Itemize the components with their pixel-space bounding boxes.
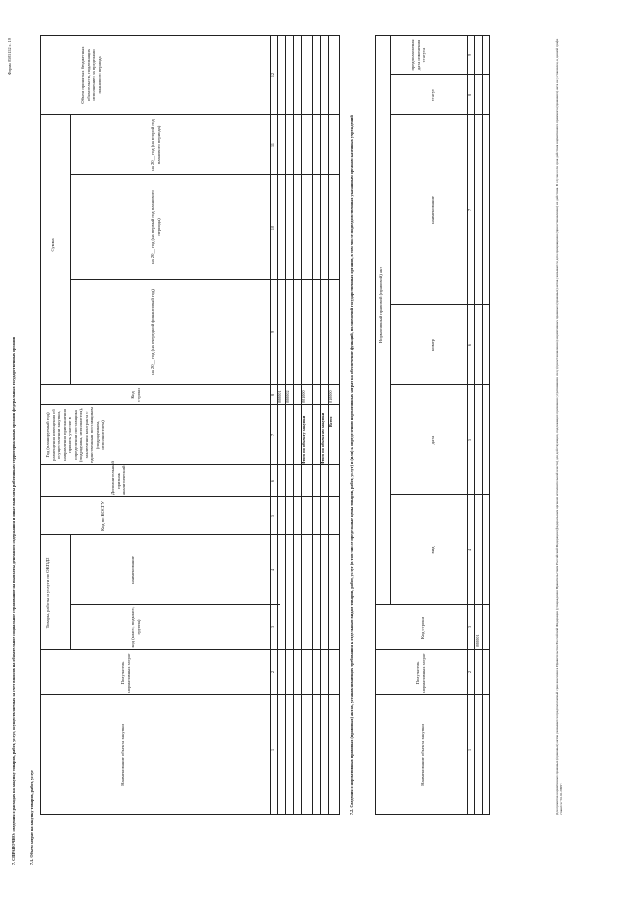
document-page: Форма 0505152 с. 19 7. СПРАВОЧНО: сведения о расходах на закупку товаров, работ, услуг, осуществляемых за счет взносов на обязательное социальное страхование на выплаты денежного содержания и иные выплаты работникам территориальных органов федеральных государственных органов 7.1. Объем затрат на закупку товаров, работ, услуг Наименование объекта закупки Получатель нормативных затрат Товары, работы и услуги по ОКПД2 код (класс, подкласс, группа) наименование Код по КОСГУ Дополнительный признак аналитический Год (планируемый год) размещения извещения об осуществлении закупки, направления приглашения принять участие в определении поставщика (подрядчика, исполнителя), заключения контракта с единственным поставщиком (подрядчиком, исполнителем) Код строки Сумма на 20__ год (на очередной финансовый год) на 20__ год (на первый год планового периода) на 20__ год (на второй год планового периода) Объем принятых бюджетных обязательств, подлежащих исполнению за пределами планового периода 1 2 3 4 5 6 7 8 9 10 11 12 000001 000002 001000 010000 Итого по объекту закупки Итого по объектам закупки Всего 7.2. Сведения о нормативных правовых (правовых) актах, устанавливающих требования к отдельным видам товаров, работ, услуг (в том числе предельные цены товаров, работ, услуг) и (или) к определению нормативных затрат на обеспечение функций, полномочий государственных органов, в том числе подведомственных указанным органам казенных учреждений Наименование объекта закупки Получатель нормативных затрат Код строки Нормативный правовой (правовой) акт вид дата номер наименование статус предполагаемая дата изменения статуса 1 2 3 4 5 6 7 8 9 000001 Для проектов нормативных правовых (правовых) актов указывается предполагаемый срок внесения в Правительство Российской Федерации (утверждения Правительством Российской Федерации (федеральным органом исполнительной власти) для действующих, подлежащих признанию утратившими силу (приостановлению) нормативных правовых (правовых) актов указывается дата прекращения (приостановления) их действия. В случае если срок действия нормативного правового (правового) акта не установлен, в данной графе ставится "01.01.2099". (0, 0, 640, 905)
col-kosgu: Код по КОСГУ (100, 501, 105, 531)
code-000001: 000001 (277, 390, 282, 403)
footnote: Для проектов нормативных правовых (правовых) актов указывается предполагаемый срок внесения в Правительство Российской Федерации (утверждения Правительством Российской Федерации (федеральным органом исполнительной власти) для действующих, подлежащих признанию утратившими силу (приостановлению) нормативных правовых (правовых) актов указывается дата прекращения (приостановления) их действия. В случае если срок действия нормативного правового (правового) акта не установлен, в данной графе ставится "01.01.2099". (555, 38, 564, 815)
col-beyond: Объем принятых бюджетных обязательств, подлежащих исполнению за пределами планового периода (80, 46, 102, 104)
section72-heading: 7.2. Сведения о нормативных правовых (правовых) актах, устанавливающих требования к отдельным видам товаров, работ, услуг (в том числе предельные цены товаров, работ, услуг) и (или) к определению нормативных затрат на обеспечение функций, полномочий государственных органов, в том числе подведомственных указанным органам казенных учреждений (349, 115, 354, 815)
t72-col-object-name: Наименование объекта закупки (420, 724, 425, 786)
code-000002: 000002 (285, 390, 290, 403)
col-year3: на 20__ год (на второй год планового периода) (150, 119, 161, 171)
vsego: Всего (328, 416, 333, 427)
t72-col-date: дата (430, 435, 435, 445)
t72-col-type: вид (430, 546, 435, 554)
t72-col-status-date: предполагаемая дата изменения статуса (410, 39, 426, 71)
t72-col-status: статус (430, 88, 435, 102)
t72-col-line-code: Код строки (420, 617, 425, 639)
col-year2: на 20__ год (на первый год планового периода) (150, 190, 161, 264)
itogo-object: Итого по объекту закупки (301, 415, 306, 465)
col-year1: на 20__ год (на очередной финансовый год) (150, 289, 155, 375)
section7-heading: 7. СПРАВОЧНО: сведения о расходах на закупку товаров, работ, услуг, осуществляемых за счет взносов на обязательное социальное страхование на выплаты денежного содержания и иные выплаты работникам территориальных органов федеральных государственных органов (11, 336, 16, 865)
col-okpd2: Товары, работы и услуги по ОКПД2 (45, 557, 50, 629)
form-label: Форма 0505152 с. 19 (7, 38, 12, 75)
t72-col-number: номер (430, 339, 435, 351)
itogo-objects: Итого по объектам закупки (320, 412, 325, 465)
t72-col-recipient: Получатель нормативных затрат (415, 653, 426, 693)
section7-subheading: 7.1. Объем затрат на закупку товаров, работ, услуг (29, 769, 34, 865)
t72-code-000001: 000001 (475, 634, 480, 647)
code-010000: 010000 (328, 390, 333, 403)
col-line-code: Код строки (130, 388, 141, 402)
t72-col-act: Нормативный правовой (правовой) акт (378, 266, 383, 344)
col-okpd2-code: код (класс, подкласс, группа) (130, 606, 141, 648)
code-001000: 001000 (301, 390, 306, 403)
col-sum: Сумма (50, 238, 55, 252)
col-year: Год (планируемый год) размещения извещения об осуществлении закупки, направления приглашения принять участие в определении поставщика (подрядчика, исполнителя), заключения контракта с единственным поставщиком (подрядчиком, исполнителем) (45, 407, 105, 463)
col-okpd2-name: наименование (130, 556, 135, 584)
col-object-name: Наименование объекта закупки (120, 724, 125, 786)
col-recipient: Получатель нормативных затрат (120, 653, 131, 693)
col-additional: Дополнительный признак аналитический (110, 461, 126, 495)
t72-col-name: наименование (430, 196, 435, 224)
